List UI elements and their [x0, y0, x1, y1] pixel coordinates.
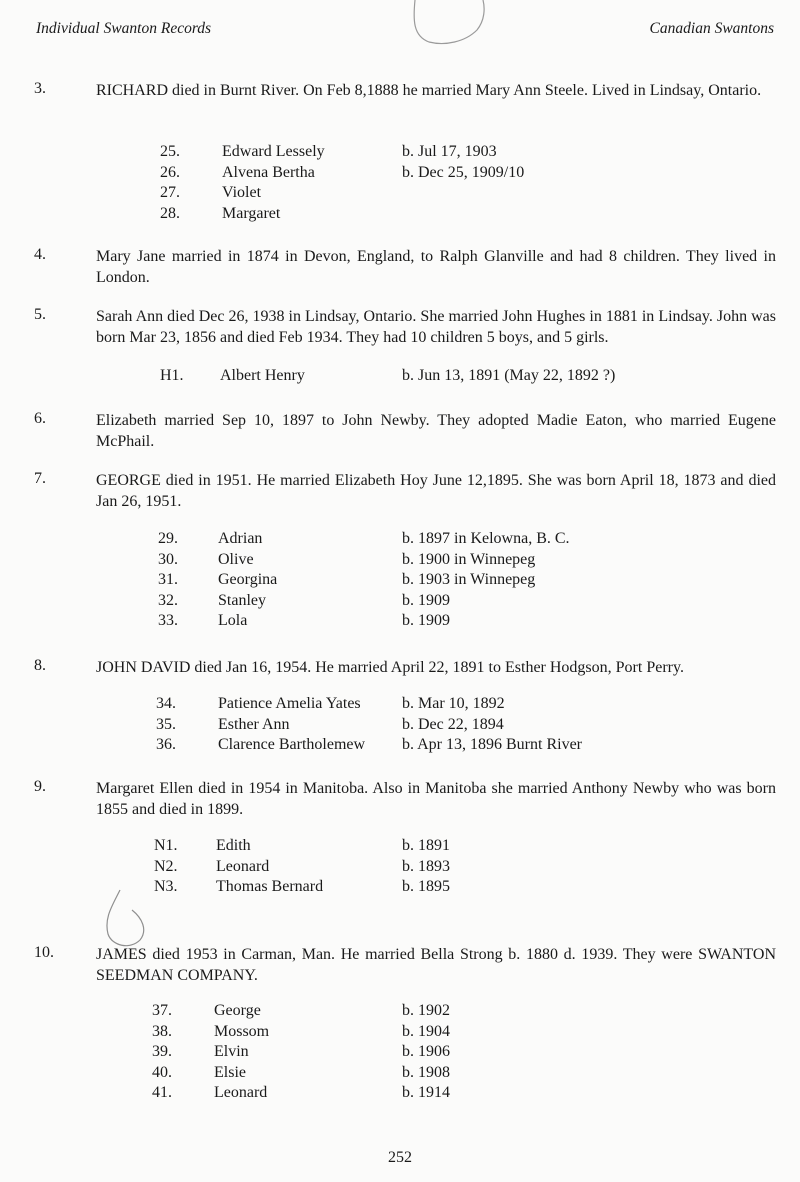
child-number: 32. — [158, 591, 178, 609]
running-header-right: Canadian Swantons — [649, 20, 774, 37]
child-birth: b. Dec 25, 1909/10 — [402, 163, 525, 181]
entry-text: RICHARD died in Burnt River. On Feb 8,1888 he married Mary Ann Steele. Lived in Lindsay, Ontario. — [96, 82, 762, 99]
child-birth: b. 1908 — [402, 1063, 450, 1081]
child-row — [0, 716, 800, 737]
child-number: 33. — [158, 612, 178, 629]
child-name: Leonard — [214, 1084, 268, 1101]
child-row — [0, 530, 800, 551]
child-number: 25. — [160, 143, 180, 160]
entry-number: 5. — [34, 306, 46, 323]
entry-text: GEORGE died in 1951. He married Elizabeth Hoy June 12,1895. She was born April 18, 1873 and died Jan 26, 1951. — [96, 472, 776, 510]
child-row — [0, 367, 800, 388]
entry-number: 10. — [34, 944, 54, 961]
child-row — [0, 1064, 800, 1085]
child-birth: b. 1895 — [402, 878, 450, 895]
child-number: 39. — [152, 1043, 172, 1060]
child-row — [0, 184, 800, 205]
child-birth: b. Jul 17, 1903 — [402, 143, 497, 160]
child-row — [0, 571, 800, 592]
child-number: H1. — [160, 367, 184, 384]
child-birth: b. 1900 in Winnepeg — [402, 550, 536, 568]
child-birth: b. Apr 13, 1896 Burnt River — [402, 736, 582, 753]
child-row — [0, 551, 800, 572]
child-number: 41. — [152, 1084, 172, 1101]
children-list — [0, 367, 800, 388]
child-number: N1. — [154, 837, 178, 854]
child-name: Margaret — [222, 204, 281, 222]
children-list — [0, 530, 800, 633]
child-row — [0, 1023, 800, 1044]
child-birth: b. Mar 10, 1892 — [402, 695, 505, 712]
child-name: Olive — [218, 550, 254, 568]
child-name: Violet — [222, 184, 262, 201]
child-row — [0, 736, 800, 757]
entry-text: Sarah Ann died Dec 26, 1938 in Lindsay, Ontario. She married John Hughes in 1881 in Lindsay. John was born Mar 23, 1856 and died Feb 1934. They had 10 children 5 boys, and 5 girls. — [96, 308, 776, 346]
child-row — [0, 695, 800, 716]
child-number: 37. — [152, 1002, 172, 1019]
child-birth: b. 1897 in Kelowna, B. C. — [402, 530, 570, 547]
child-birth: b. Dec 22, 1894 — [402, 715, 504, 733]
child-birth: b. 1906 — [402, 1043, 450, 1060]
child-number: 28. — [160, 204, 180, 222]
running-header-left: Individual Swanton Records — [36, 20, 212, 37]
entry-number: 7. — [34, 470, 46, 487]
child-birth: b. Jun 13, 1891 (May 22, 1892 ?) — [402, 367, 616, 384]
child-name: Leonard — [216, 857, 270, 875]
child-name: Esther Ann — [218, 715, 290, 733]
child-row — [0, 837, 800, 858]
child-row — [0, 164, 800, 185]
entry-number: 3. — [34, 80, 46, 97]
children-list — [0, 1002, 800, 1105]
page-number: 252 — [388, 1149, 412, 1166]
child-number: 31. — [158, 571, 178, 588]
children-list — [0, 837, 800, 899]
child-name: Elsie — [214, 1063, 246, 1081]
child-number: 35. — [156, 715, 176, 733]
child-name: Edith — [216, 837, 251, 854]
entry-number: 4. — [34, 246, 46, 263]
child-number: 26. — [160, 163, 180, 181]
child-birth: b. 1902 — [402, 1002, 450, 1019]
entry-text: Mary Jane married in 1874 in Devon, England, to Ralph Glanville and had 8 children. They lived in London. — [96, 248, 776, 286]
scan-smudge-top — [405, 0, 495, 48]
child-birth: b. 1893 — [402, 857, 450, 875]
child-birth: b. 1909 — [402, 612, 450, 629]
child-row — [0, 1002, 800, 1023]
child-row — [0, 858, 800, 879]
child-name: Georgina — [218, 571, 278, 588]
entry-number: 6. — [34, 410, 46, 427]
child-row — [0, 612, 800, 633]
child-row — [0, 1043, 800, 1064]
children-list — [0, 143, 800, 225]
entry-number: 9. — [34, 778, 46, 795]
child-row — [0, 878, 800, 899]
entry-text: Margaret Ellen died in 1954 in Manitoba. Also in Manitoba she married Anthony Newby who was born 1855 and died in 1899. — [96, 780, 776, 818]
child-number: 38. — [152, 1022, 172, 1040]
child-number: 40. — [152, 1063, 172, 1081]
entry-number: 8. — [34, 657, 46, 674]
child-row — [0, 205, 800, 226]
child-number: N3. — [154, 878, 178, 895]
child-row — [0, 143, 800, 164]
child-name: Clarence Bartholemew — [218, 736, 366, 753]
child-number: 30. — [158, 550, 178, 568]
child-number: 29. — [158, 530, 178, 547]
child-birth: b. 1914 — [402, 1084, 450, 1101]
child-birth: b. 1903 in Winnepeg — [402, 571, 536, 588]
child-row — [0, 592, 800, 613]
child-row — [0, 1084, 800, 1105]
child-name: Lola — [218, 612, 248, 629]
children-list — [0, 695, 800, 757]
child-name: Edward Lessely — [222, 143, 325, 160]
child-name: Albert Henry — [220, 367, 305, 384]
child-name: Alvena Bertha — [222, 163, 315, 181]
entry-text: Elizabeth married Sep 10, 1897 to John Newby. They adopted Madie Eaton, who married Eugene McPhail. — [96, 412, 776, 450]
child-name: Mossom — [214, 1022, 270, 1040]
child-number: 34. — [156, 695, 176, 712]
child-birth: b. 1891 — [402, 837, 450, 854]
entry-text: JOHN DAVID died Jan 16, 1954. He married April 22, 1891 to Esther Hodgson, Port Perry. — [96, 659, 684, 676]
child-name: George — [214, 1002, 261, 1019]
entry-text: JAMES died 1953 in Carman, Man. He married Bella Strong b. 1880 d. 1939. They were SWANTON SEEDMAN COMPANY. — [96, 946, 776, 984]
child-birth: b. 1909 — [402, 591, 450, 609]
child-name: Stanley — [218, 591, 266, 609]
child-number: 36. — [156, 736, 176, 753]
child-number: 27. — [160, 184, 180, 201]
child-name: Thomas Bernard — [216, 878, 324, 895]
child-birth: b. 1904 — [402, 1022, 450, 1040]
child-name: Patience Amelia Yates — [218, 695, 361, 712]
child-name: Elvin — [214, 1043, 249, 1060]
child-name: Adrian — [218, 530, 263, 547]
child-number: N2. — [154, 857, 178, 875]
